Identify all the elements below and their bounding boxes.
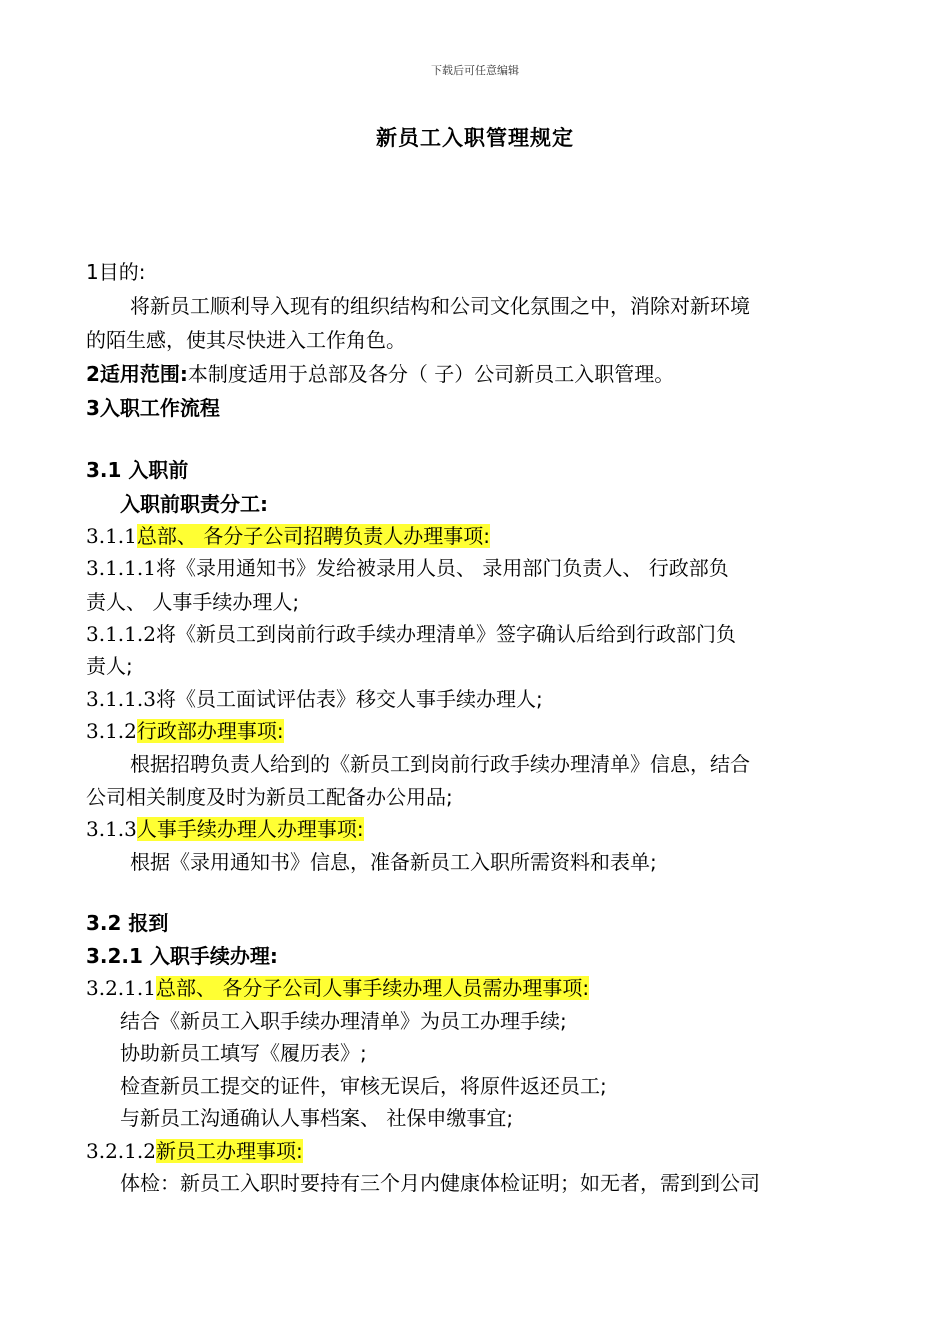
header-note: 下载后可任意编辑 (431, 64, 519, 77)
item-text: 将《录用通知书》发给被录用人员、 录用部门负责人、 行政部负 (155, 556, 729, 580)
list-item: 检查新员工提交的证件，审核无误后，将原件返还员工; (120, 1074, 607, 1098)
list-item: 与新员工沟通确认人事档案、 社保申缴事宜; (120, 1106, 514, 1130)
item-3-2-1-2 (86, 1136, 303, 1166)
section-1-paragraph-line-2: 的陌生感，使其尽快进入工作角色。 (86, 328, 406, 352)
highlighted-text: 人事手续办理人办理事项: (136, 817, 364, 841)
item-number: 3.2.1.2 (86, 1139, 156, 1163)
section-2-heading: 2适用范围: (86, 362, 188, 386)
item-3-1-3 (86, 814, 364, 844)
item-3-1-2 (86, 716, 284, 746)
item-3-2-1-1 (86, 973, 589, 1003)
item-number: 3.1.3 (86, 817, 137, 841)
section-1-paragraph-line-1: 将新员工顺利导入现有的组织结构和公司文化氛围之中，消除对新环境 (130, 294, 750, 318)
section-3-1-heading: 3.1 入职前 (86, 458, 189, 482)
item-number: 3.1.1.3 (86, 687, 156, 711)
item-3-1-1-2-line-1 (86, 619, 736, 649)
item-3-1-2-paragraph-line-2: 公司相关制度及时为新员工配备办公用品; (86, 785, 453, 809)
item-number: 3.1.1 (86, 524, 137, 548)
section-3-2-heading: 3.2 报到 (86, 911, 169, 935)
highlighted-text: 总部、 各分子公司招聘负责人办理事项: (136, 524, 490, 548)
item-3-1-1-3 (86, 684, 543, 714)
item-3-1-1 (86, 521, 490, 551)
item-number: 3.1.1.2 (86, 622, 156, 646)
list-item: 结合《新员工入职手续办理清单》为员工办理手续; (120, 1009, 567, 1033)
item-number: 3.2.1.1 (86, 976, 156, 1000)
item-3-1-1-1-line-1 (86, 553, 729, 583)
highlighted-text: 总部、 各分子公司人事手续办理人员需办理事项: (155, 976, 590, 1000)
document-title: 新员工入职管理规定 (376, 126, 574, 150)
item-number: 3.1.2 (86, 719, 137, 743)
highlighted-text: 新员工办理事项: (155, 1139, 303, 1163)
section-3-heading: 3入职工作流程 (86, 396, 220, 420)
item-3-1-3-paragraph: 根据《录用通知书》信息，准备新员工入职所需资料和表单; (130, 850, 657, 874)
item-number: 3.1.1.1 (86, 556, 156, 580)
list-item: 协助新员工填写《履历表》; (120, 1041, 367, 1065)
item-3-2-1-2-paragraph: 体检：新员工入职时要持有三个月内健康体检证明；如无者，需到到公司 (120, 1171, 760, 1195)
section-3-1-subheading: 入职前职责分工: (120, 492, 268, 516)
section-3-2-1-heading: 3.2.1 入职手续办理: (86, 944, 278, 968)
section-2-line (86, 359, 674, 389)
section-1-heading: 1目的: (86, 260, 146, 284)
section-2-text: 本制度适用于总部及各分（ 子）公司新员工入职管理。 (187, 362, 675, 386)
item-3-1-1-2-line-2: 责人; (86, 654, 133, 678)
item-text: 将《新员工到岗前行政手续办理清单》签字确认后给到行政部门负 (155, 622, 736, 646)
item-text: 将《员工面试评估表》移交人事手续办理人; (155, 687, 543, 711)
item-3-1-1-1-line-2: 责人、 人事手续办理人; (86, 590, 300, 614)
highlighted-text: 行政部办理事项: (136, 719, 284, 743)
item-3-1-2-paragraph-line-1: 根据招聘负责人给到的《新员工到岗前行政手续办理清单》信息，结合 (130, 752, 750, 776)
